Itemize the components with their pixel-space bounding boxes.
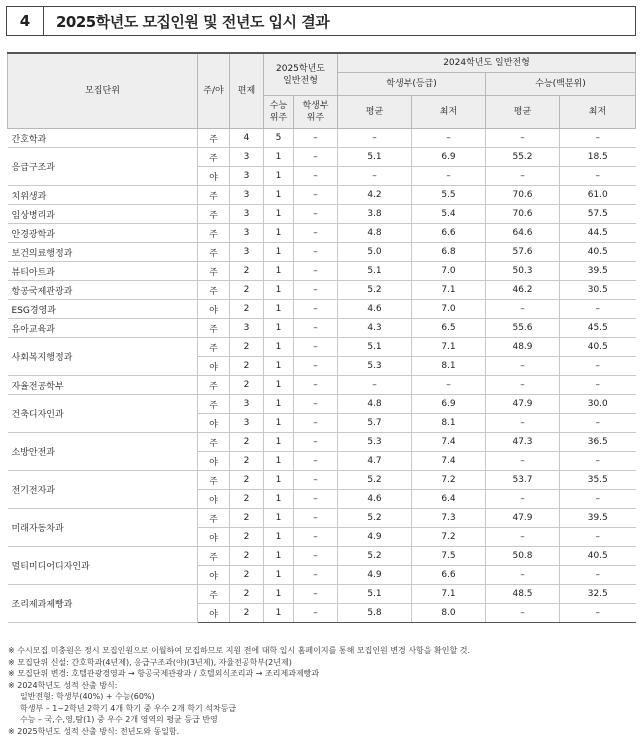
quota-cell: 2	[230, 452, 264, 471]
csat-min-cell: 40.5	[560, 338, 636, 357]
grade-min-cell: 7.0	[412, 300, 486, 319]
quota-cell: 2	[230, 433, 264, 452]
table-row	[8, 547, 636, 566]
day-night-cell: 야	[198, 452, 230, 471]
admission-results-table	[7, 52, 636, 623]
csat-based-cell: 1	[264, 319, 294, 338]
table-row	[8, 338, 636, 357]
csat-avg-cell: 70.6	[486, 205, 560, 224]
grade-min-cell: 6.9	[412, 395, 486, 414]
csat-based-cell: 1	[264, 433, 294, 452]
grade-min-cell: 6.6	[412, 224, 486, 243]
day-night-cell: 주	[198, 281, 230, 300]
csat-based-cell: 1	[264, 300, 294, 319]
csat-based-cell: 1	[264, 281, 294, 300]
csat-based-cell: 1	[264, 490, 294, 509]
section-header	[6, 6, 636, 36]
footnote-line: ※ 수시모집 미충원은 정시 모집인원으로 이월하여 모집하므로 지원 전에 대학 입시 홈페이지를 통해 모집인원 변경 사항을 확인할 것.	[8, 646, 471, 655]
grade-min-cell: 7.1	[412, 281, 486, 300]
grade-min-cell: 8.1	[412, 414, 486, 433]
day-night-cell: 야	[198, 604, 230, 623]
grade-min-cell: 7.2	[412, 528, 486, 547]
csat-min-cell: 45.5	[560, 319, 636, 338]
csat-based-cell: 1	[264, 509, 294, 528]
unit-name: 자율전공학부	[8, 376, 198, 395]
grade-min-cell: 5.5	[412, 186, 486, 205]
footnote-line: ※ 모집단위 신설: 간호학과(4년제), 응급구조과(야)(3년제), 자율전공학부(2년제)	[8, 657, 292, 667]
grade-avg-cell: 5.1	[338, 585, 412, 604]
day-night-cell: 주	[198, 395, 230, 414]
table-row	[8, 148, 636, 167]
grade-min-cell: 6.4	[412, 490, 486, 509]
grade-avg-cell: 5.3	[338, 433, 412, 452]
header-2025-general: 2025학년도 일반전형	[264, 53, 338, 96]
grade-avg-cell: 5.1	[338, 338, 412, 357]
quota-cell: 3	[230, 319, 264, 338]
csat-avg-cell: 53.7	[486, 471, 560, 490]
header-csat-based: 수능 위주	[264, 96, 294, 129]
table-row	[8, 243, 636, 262]
csat-based-cell: 1	[264, 167, 294, 186]
header-quota: 편제	[230, 53, 264, 129]
record-based-cell: –	[294, 471, 338, 490]
unit-name: 보건의료행정과	[8, 243, 198, 262]
record-based-cell: –	[294, 243, 338, 262]
grade-avg-cell: 4.8	[338, 395, 412, 414]
table-row	[8, 205, 636, 224]
day-night-cell: 주	[198, 471, 230, 490]
csat-avg-cell: –	[486, 452, 560, 471]
quota-cell: 2	[230, 357, 264, 376]
unit-name: 조리제과제빵과	[8, 585, 198, 623]
csat-min-cell: 40.5	[560, 547, 636, 566]
header-unit: 모집단위	[8, 53, 198, 129]
quota-cell: 2	[230, 585, 264, 604]
day-night-cell: 주	[198, 186, 230, 205]
day-night-cell: 야	[198, 300, 230, 319]
record-based-cell: –	[294, 433, 338, 452]
header-csat-min: 최저	[560, 96, 636, 129]
csat-min-cell: –	[560, 376, 636, 395]
grade-avg-cell: 4.3	[338, 319, 412, 338]
grade-avg-cell: 4.6	[338, 490, 412, 509]
header-record-based: 학생부 위주	[294, 96, 338, 129]
record-based-cell: –	[294, 585, 338, 604]
unit-name: 건축디자인과	[8, 395, 198, 433]
csat-min-cell: 40.5	[560, 243, 636, 262]
quota-cell: 2	[230, 300, 264, 319]
day-night-cell: 야	[198, 490, 230, 509]
csat-avg-cell: –	[486, 129, 560, 148]
quota-cell: 3	[230, 414, 264, 433]
csat-based-cell: 1	[264, 452, 294, 471]
quota-cell: 2	[230, 566, 264, 585]
csat-min-cell: 30.0	[560, 395, 636, 414]
record-based-cell: –	[294, 281, 338, 300]
day-night-cell: 주	[198, 547, 230, 566]
csat-avg-cell: –	[486, 357, 560, 376]
grade-avg-cell: 4.2	[338, 186, 412, 205]
csat-min-cell: 61.0	[560, 186, 636, 205]
grade-min-cell: 7.5	[412, 547, 486, 566]
record-based-cell: –	[294, 414, 338, 433]
csat-based-cell: 1	[264, 471, 294, 490]
csat-min-cell: –	[560, 528, 636, 547]
grade-avg-cell: 4.9	[338, 528, 412, 547]
day-night-cell: 주	[198, 262, 230, 281]
table-row	[8, 376, 636, 395]
grade-min-cell: –	[412, 376, 486, 395]
day-night-cell: 주	[198, 509, 230, 528]
csat-min-cell: 30.5	[560, 281, 636, 300]
csat-avg-cell: 46.2	[486, 281, 560, 300]
grade-avg-cell: 4.8	[338, 224, 412, 243]
grade-avg-cell: –	[338, 129, 412, 148]
csat-based-cell: 1	[264, 376, 294, 395]
grade-avg-cell: 4.9	[338, 566, 412, 585]
unit-name: 전기전자과	[8, 471, 198, 509]
grade-avg-cell: 5.7	[338, 414, 412, 433]
csat-avg-cell: –	[486, 604, 560, 623]
record-based-cell: –	[294, 547, 338, 566]
record-based-cell: –	[294, 262, 338, 281]
day-night-cell: 주	[198, 376, 230, 395]
unit-name: 멀티미디어디자인과	[8, 547, 198, 585]
grade-min-cell: 7.1	[412, 338, 486, 357]
record-based-cell: –	[294, 300, 338, 319]
day-night-cell: 주	[198, 338, 230, 357]
quota-cell: 2	[230, 281, 264, 300]
csat-based-cell: 1	[264, 547, 294, 566]
record-based-cell: –	[294, 509, 338, 528]
grade-min-cell: 6.5	[412, 319, 486, 338]
csat-avg-cell: –	[486, 528, 560, 547]
csat-avg-cell: –	[486, 300, 560, 319]
csat-min-cell: 39.5	[560, 509, 636, 528]
grade-min-cell: 7.2	[412, 471, 486, 490]
quota-cell: 2	[230, 338, 264, 357]
unit-name: 소방안전과	[8, 433, 198, 471]
unit-name: 간호학과	[8, 129, 198, 148]
csat-avg-cell: 70.6	[486, 186, 560, 205]
table-row	[8, 224, 636, 243]
csat-based-cell: 1	[264, 338, 294, 357]
day-night-cell: 주	[198, 205, 230, 224]
csat-based-cell: 1	[264, 262, 294, 281]
day-night-cell: 야	[198, 357, 230, 376]
record-based-cell: –	[294, 205, 338, 224]
csat-based-cell: 1	[264, 585, 294, 604]
day-night-cell: 주	[198, 433, 230, 452]
csat-min-cell: –	[560, 604, 636, 623]
csat-based-cell: 1	[264, 224, 294, 243]
record-based-cell: –	[294, 167, 338, 186]
record-based-cell: –	[294, 148, 338, 167]
quota-cell: 3	[230, 148, 264, 167]
table-row	[8, 433, 636, 452]
table-row	[8, 281, 636, 300]
grade-min-cell: 8.1	[412, 357, 486, 376]
csat-based-cell: 1	[264, 148, 294, 167]
record-based-cell: –	[294, 604, 338, 623]
csat-based-cell: 1	[264, 566, 294, 585]
unit-name: 임상병리과	[8, 205, 198, 224]
day-night-cell: 야	[198, 167, 230, 186]
day-night-cell: 주	[198, 148, 230, 167]
csat-avg-cell: 55.2	[486, 148, 560, 167]
grade-avg-cell: 5.2	[338, 509, 412, 528]
grade-avg-cell: 4.7	[338, 452, 412, 471]
quota-cell: 4	[230, 129, 264, 148]
quota-cell: 2	[230, 528, 264, 547]
table-row	[8, 319, 636, 338]
csat-avg-cell: 48.9	[486, 338, 560, 357]
unit-name: 응급구조과	[8, 148, 198, 186]
day-night-cell: 야	[198, 414, 230, 433]
csat-min-cell: –	[560, 129, 636, 148]
grade-min-cell: 6.9	[412, 148, 486, 167]
grade-min-cell: 8.0	[412, 604, 486, 623]
csat-based-cell: 1	[264, 528, 294, 547]
record-based-cell: –	[294, 490, 338, 509]
record-based-cell: –	[294, 395, 338, 414]
csat-avg-cell: 64.6	[486, 224, 560, 243]
record-based-cell: –	[294, 452, 338, 471]
csat-avg-cell: –	[486, 376, 560, 395]
csat-avg-cell: 48.5	[486, 585, 560, 604]
grade-min-cell: 6.6	[412, 566, 486, 585]
quota-cell: 2	[230, 509, 264, 528]
csat-min-cell: 39.5	[560, 262, 636, 281]
footnote-line: 학생부 – 1~2학년 2학기 4개 학기 중 우수 2개 학기 석차등급	[20, 703, 237, 713]
csat-based-cell: 1	[264, 186, 294, 205]
grade-avg-cell: 3.8	[338, 205, 412, 224]
csat-min-cell: –	[560, 300, 636, 319]
unit-name: 뷰티아트과	[8, 262, 198, 281]
grade-min-cell: –	[412, 129, 486, 148]
table-row	[8, 585, 636, 604]
record-based-cell: –	[294, 224, 338, 243]
footnote-line: 일반전형: 학생부(40%) + 수능(60%)	[20, 692, 155, 701]
csat-min-cell: 44.5	[560, 224, 636, 243]
csat-min-cell: –	[560, 566, 636, 585]
grade-min-cell: 7.4	[412, 452, 486, 471]
csat-min-cell: –	[560, 357, 636, 376]
unit-name: 유아교육과	[8, 319, 198, 338]
record-based-cell: –	[294, 357, 338, 376]
table-row	[8, 395, 636, 414]
quota-cell: 2	[230, 547, 264, 566]
quota-cell: 3	[230, 205, 264, 224]
unit-name: 안경광학과	[8, 224, 198, 243]
header-grade-avg: 평균	[338, 96, 412, 129]
quota-cell: 2	[230, 604, 264, 623]
table-row	[8, 186, 636, 205]
csat-avg-cell: –	[486, 566, 560, 585]
footnote-line: ※ 2024학년도 성적 산출 방식:	[8, 680, 118, 690]
csat-avg-cell: 57.6	[486, 243, 560, 262]
unit-name: 항공국제관광과	[8, 281, 198, 300]
csat-based-cell: 1	[264, 243, 294, 262]
csat-avg-cell: –	[486, 167, 560, 186]
unit-name: ESG경영과	[8, 300, 198, 319]
grade-avg-cell: 5.2	[338, 281, 412, 300]
grade-avg-cell: 5.8	[338, 604, 412, 623]
grade-min-cell: 6.8	[412, 243, 486, 262]
quota-cell: 3	[230, 395, 264, 414]
csat-min-cell: 32.5	[560, 585, 636, 604]
record-based-cell: –	[294, 338, 338, 357]
day-night-cell: 주	[198, 224, 230, 243]
header-day-night: 주/야	[198, 53, 230, 129]
csat-based-cell: 1	[264, 357, 294, 376]
quota-cell: 2	[230, 490, 264, 509]
record-based-cell: –	[294, 376, 338, 395]
csat-avg-cell: –	[486, 414, 560, 433]
csat-min-cell: 36.5	[560, 433, 636, 452]
section-number: 4	[7, 7, 44, 35]
footnotes	[8, 645, 636, 737]
csat-based-cell: 1	[264, 604, 294, 623]
quota-cell: 3	[230, 167, 264, 186]
grade-min-cell: 5.4	[412, 205, 486, 224]
quota-cell: 2	[230, 376, 264, 395]
record-based-cell: –	[294, 186, 338, 205]
csat-avg-cell: 50.3	[486, 262, 560, 281]
quota-cell: 2	[230, 262, 264, 281]
header-grade-min: 최저	[412, 96, 486, 129]
day-night-cell: 야	[198, 566, 230, 585]
record-based-cell: –	[294, 129, 338, 148]
grade-min-cell: 7.3	[412, 509, 486, 528]
day-night-cell: 야	[198, 528, 230, 547]
day-night-cell: 주	[198, 243, 230, 262]
csat-min-cell: –	[560, 452, 636, 471]
csat-based-cell: 1	[264, 205, 294, 224]
quota-cell: 3	[230, 243, 264, 262]
grade-avg-cell: 4.6	[338, 300, 412, 319]
header-2024-general: 2024학년도 일반전형	[338, 53, 636, 73]
footnote-line: ※ 모집단위 변경: 호텔관광경영과 → 항공국제관광과 / 호텔외식조리과 → 조리제과제빵과	[8, 669, 320, 678]
csat-based-cell: 1	[264, 395, 294, 414]
csat-avg-cell: 47.3	[486, 433, 560, 452]
grade-avg-cell: 5.1	[338, 262, 412, 281]
quota-cell: 3	[230, 224, 264, 243]
grade-avg-cell: 5.2	[338, 471, 412, 490]
section-title: 2025학년도 모집인원 및 전년도 입시 결과	[56, 12, 330, 31]
csat-min-cell: –	[560, 167, 636, 186]
table-row	[8, 262, 636, 281]
grade-avg-cell: –	[338, 376, 412, 395]
record-based-cell: –	[294, 319, 338, 338]
csat-min-cell: –	[560, 490, 636, 509]
grade-avg-cell: –	[338, 167, 412, 186]
footnote-line: ※ 2025학년도 성적 산출 방식: 전년도와 동일함.	[8, 726, 180, 736]
table-row	[8, 509, 636, 528]
header-csat-avg: 평균	[486, 96, 560, 129]
grade-min-cell: 7.4	[412, 433, 486, 452]
grade-min-cell: –	[412, 167, 486, 186]
footnote-line: 수능 – 국,수,영,탐(1) 중 우수 2개 영역의 평균 등급 반영	[20, 715, 218, 724]
day-night-cell: 주	[198, 319, 230, 338]
unit-name: 미래자동차과	[8, 509, 198, 547]
table-row	[8, 300, 636, 319]
grade-min-cell: 7.0	[412, 262, 486, 281]
quota-cell: 3	[230, 186, 264, 205]
header-grade-group: 학생부(등급)	[338, 73, 486, 96]
grade-avg-cell: 5.2	[338, 547, 412, 566]
csat-based-cell: 5	[264, 129, 294, 148]
csat-avg-cell: –	[486, 490, 560, 509]
grade-min-cell: 7.1	[412, 585, 486, 604]
csat-avg-cell: 47.9	[486, 509, 560, 528]
record-based-cell: –	[294, 566, 338, 585]
grade-avg-cell: 5.3	[338, 357, 412, 376]
record-based-cell: –	[294, 528, 338, 547]
table-row	[8, 471, 636, 490]
csat-avg-cell: 55.6	[486, 319, 560, 338]
csat-avg-cell: 50.8	[486, 547, 560, 566]
unit-name: 사회복지행정과	[8, 338, 198, 376]
csat-min-cell: –	[560, 414, 636, 433]
header-csat-group: 수능(백분위)	[486, 73, 636, 96]
csat-min-cell: 57.5	[560, 205, 636, 224]
quota-cell: 2	[230, 471, 264, 490]
day-night-cell: 주	[198, 129, 230, 148]
unit-name: 치위생과	[8, 186, 198, 205]
day-night-cell: 주	[198, 585, 230, 604]
csat-min-cell: 18.5	[560, 148, 636, 167]
grade-avg-cell: 5.0	[338, 243, 412, 262]
grade-avg-cell: 5.1	[338, 148, 412, 167]
table-row	[8, 129, 636, 148]
csat-min-cell: 35.5	[560, 471, 636, 490]
csat-based-cell: 1	[264, 414, 294, 433]
csat-avg-cell: 47.9	[486, 395, 560, 414]
